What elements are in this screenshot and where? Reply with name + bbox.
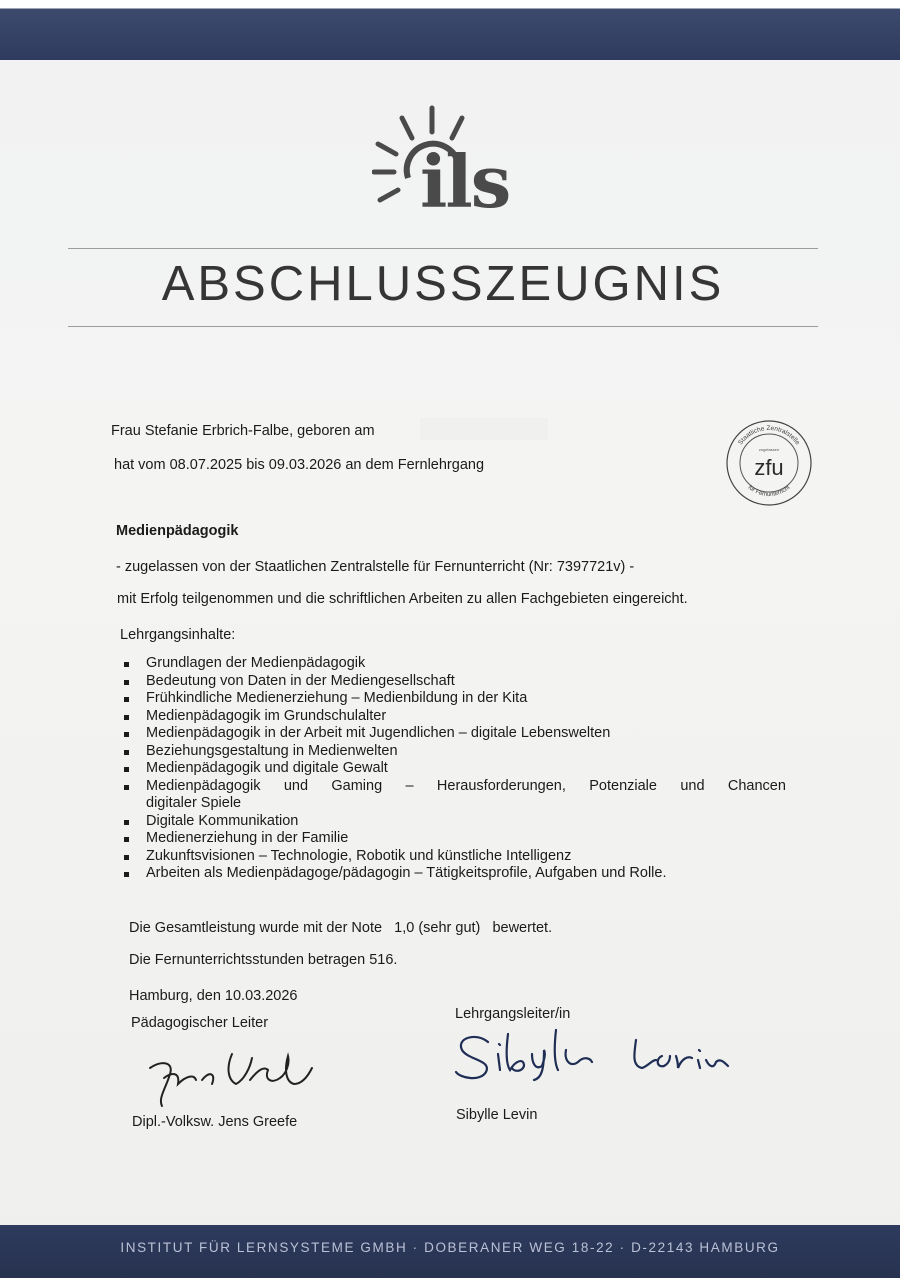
signature-sibylle-levin: [452, 1020, 732, 1082]
word: Medienpädagogik: [146, 777, 261, 794]
list-item: Medienpädagogik und digitale Gewalt: [124, 760, 804, 778]
right-signatory-name: Sibylle Levin: [456, 1107, 538, 1123]
list-item: Zukunftsvisionen – Technologie, Robotik und künstliche Intelligenz: [124, 848, 804, 866]
approval-line: - zugelassen von der Staatlichen Zentralstelle für Fernunterricht (Nr: 7397721v) -: [116, 559, 635, 575]
left-signatory-role: Pädagogischer Leiter: [131, 1015, 269, 1031]
word: Gaming: [331, 777, 383, 794]
seal-mark: zfu: [754, 455, 784, 480]
list-item-gaming: [124, 778, 804, 813]
place-date: Hamburg, den 10.03.2026: [129, 988, 298, 1004]
title-rule-top: [68, 248, 818, 249]
list-item: Digitale Kommunikation: [124, 813, 804, 831]
word: Herausforderungen,: [436, 777, 566, 794]
list-item: Beziehungsgestaltung in Medienwelten: [124, 743, 804, 761]
footer-address: INSTITUT FÜR LERNSYSTEME GMBH · DOBERANER WEG 18-22 · D-22143 HAMBURG: [120, 1240, 780, 1255]
contents-heading: Lehrgangsinhalte:: [120, 627, 236, 643]
list-item: Arbeiten als Medienpädagoge/pädagogin – Tätigkeitsprofile, Aufgaben und Rolle.: [124, 865, 804, 883]
list-item: Medienerziehung in der Familie: [124, 830, 804, 848]
word: –: [405, 777, 414, 794]
page-title: ABSCHLUSSZEUGNIS: [161, 257, 725, 311]
course-name: Medienpädagogik: [116, 523, 239, 539]
svg-text:für Fernunterricht: für Fernunterricht: [746, 484, 792, 499]
list-item: Grundlagen der Medienpädagogik: [124, 655, 804, 673]
list-item: Medienpädagogik in der Arbeit mit Jugendlichen – digitale Lebenswelten: [124, 725, 804, 743]
recipient-line: Frau Stefanie Erbrich-Falbe, geboren am: [111, 423, 375, 439]
left-signatory-name: Dipl.-Volksw. Jens Greefe: [132, 1114, 298, 1130]
signature-jens-greefe: [140, 1040, 320, 1112]
seal-small-text: zugelassen: [758, 447, 780, 452]
word: Chancen: [727, 777, 786, 794]
top-color-band: [0, 0, 900, 60]
grade-line: Die Gesamtleistung wurde mit der Note 1,0 (sehr gut) bewertet.: [129, 920, 553, 936]
ils-logo: ils: [420, 139, 510, 224]
hours-line: Die Fernunterrichtsstunden betragen 516.: [129, 952, 398, 968]
word: und: [283, 777, 309, 794]
word: Potenziale: [589, 777, 657, 794]
list-item: Frühkindliche Medienerziehung – Medienbildung in der Kita: [124, 690, 804, 708]
gaming-line: [146, 778, 786, 796]
redacted-birthdate: [420, 418, 548, 440]
course-contents-list: [124, 655, 804, 883]
success-line: mit Erfolg teilgenommen und die schriftlichen Arbeiten zu allen Fachgebieten eingereicht.: [117, 591, 688, 607]
zfu-seal: [724, 418, 814, 508]
svg-text:Staatliche Zentralstelle: Staatliche Zentralstelle: [737, 424, 801, 447]
period-line: hat vom 08.07.2025 bis 09.03.2026 an dem Fernlehrgang: [114, 457, 485, 473]
list-item: Medienpädagogik im Grundschulalter: [124, 708, 804, 726]
right-signatory-role: Lehrgangsleiter/in: [455, 1006, 571, 1022]
list-item: Bedeutung von Daten in der Mediengesellschaft: [124, 673, 804, 691]
word: und: [680, 777, 705, 794]
title-rule-bottom: [68, 326, 818, 327]
gaming-continuation: digitaler Spiele: [146, 795, 242, 811]
